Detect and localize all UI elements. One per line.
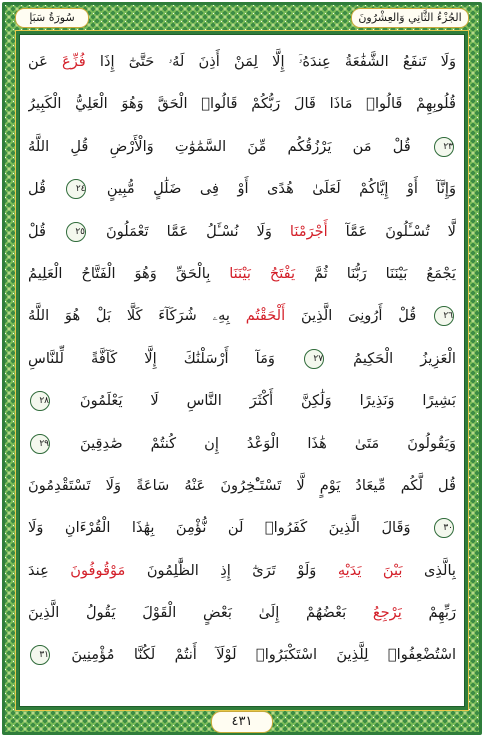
page-header (15, 6, 469, 28)
verse-line (28, 211, 456, 253)
ayah-number-marker: ٢٧ (304, 349, 324, 369)
verse-text: بِالَّذِى (402, 561, 456, 579)
verse-line (28, 295, 456, 337)
verse-line (28, 592, 456, 634)
juz-name: الجُزْءُ الثَّانِي وَالعِشْرُونَ (351, 8, 469, 28)
verse-text: قُل لَّكُم مِّيعَادُ يَوْمٍ لَّا تَسْتَـْٔخِرُونَ عَنْهُ سَاعَةً وَلَا تَسْتَقْدِمُونَ (28, 476, 456, 494)
verse-text: بَشِيرًا وَنَذِيرًا وَلَٰكِنَّ أَكْثَرَ النَّاسِ لَا يَعْلَمُونَ (52, 392, 456, 410)
verse-text: وَيَقُولُونَ مَتَىٰ هَٰذَا الْوَعْدُ إِن كُنتُمْ صَٰدِقِينَ (52, 434, 456, 452)
tajweed-highlighted-word: يَفْتَحُ بَيْنَنَا (229, 264, 296, 282)
verse-text: عِندَ (28, 561, 71, 579)
tajweed-highlighted-word: بَيْنَ يَدَيْهِ (337, 561, 403, 579)
verse-text: اسْتُضْعِفُوا۟ لِلَّذِينَ اسْتَكْبَرُوا۟ لَوْلَآ أَنتُمْ لَكُنَّا مُؤْمِنِينَ (52, 646, 456, 664)
tajweed-highlighted-word: يَرْجِعُ (372, 604, 402, 622)
tajweed-highlighted-word: فُزِّعَ (62, 53, 86, 70)
verse-line (28, 507, 456, 549)
verse-text: قُلْ أَرُونِىَ الَّذِينَ (285, 307, 433, 325)
verse-line (28, 465, 456, 507)
verse-line (28, 253, 456, 295)
verse-line (28, 41, 456, 83)
tajweed-highlighted-word: أَجْرَمْنَا (289, 222, 328, 240)
verse-text: بَعْضُهُمْ إِلَىٰ بَعْضٍ الْقَوْلَ يَقُولُ الَّذِينَ (28, 604, 373, 622)
verse-text: بِالْحَقِّ وَهُوَ الْفَتَّاحُ الْعَلِيمُ (28, 264, 230, 282)
tajweed-highlighted-word: مَوْقُوفُونَ (70, 561, 126, 579)
verse-text: وَلَوْ تَرَىٰٓ إِذِ الظَّٰلِمُونَ (125, 561, 338, 579)
verse-line (28, 634, 456, 676)
verse-lines (28, 41, 456, 677)
verse-text: وَقَالَ الَّذِينَ كَفَرُوا۟ لَن نُّؤْمِنَ بِهَٰذَا الْقُرْءَانِ وَلَا (28, 519, 432, 537)
ayah-number-marker: ٢٦ (434, 306, 454, 326)
verse-text: وَمَآ أَرْسَلْنَٰكَ إِلَّا كَآفَّةً لِّلنَّاسِ (28, 349, 303, 367)
verse-line (28, 168, 456, 210)
ayah-number-marker: ٢٥ (66, 222, 86, 242)
verse-text: بِهِۦ شُرَكَآءَ كَلَّا بَلْ هُوَ اللَّهُ (28, 307, 246, 325)
verse-text: يَجْمَعُ بَيْنَنَا رَبُّنَا ثُمَّ (295, 264, 456, 282)
verse-text: الْعَزِيزُ الْحَكِيمُ (326, 349, 456, 367)
ayah-number-marker: ٣١ (30, 645, 50, 665)
verse-text: وَإِنَّآ أَوْ إِيَّاكُمْ لَعَلَىٰ هُدًى أَوْ فِى ضَلَٰلٍ مُّبِينٍ (88, 180, 456, 198)
ayah-number-marker: ٢٤ (66, 179, 86, 199)
verse-text: لَّا تُسْـَٔلُونَ عَمَّآ (327, 222, 456, 240)
verse-line (28, 380, 456, 422)
verse-text: قُلْ (28, 222, 65, 240)
ayah-number-marker: ٢٩ (30, 434, 50, 454)
ayah-number-marker: ٢٣ (434, 137, 454, 157)
verse-text: عَن (28, 53, 62, 70)
verse-text: رَبِّهِمْ (401, 604, 456, 622)
verse-line (28, 550, 456, 592)
page-number: ٤٣١ (211, 711, 273, 733)
surah-name: سُورَةُ سَبَإ (15, 8, 89, 28)
tajweed-highlighted-word: أَلْحَقْتُم (245, 307, 286, 325)
verse-text: قُلْ مَن يَرْزُقُكُم مِّنَ السَّمَٰوَٰتِ وَالْأَرْضِ قُلِ اللَّهُ (28, 137, 432, 155)
verse-line (28, 83, 456, 125)
verse-text: وَلَا نُسْـَٔلُ عَمَّا تَعْمَلُونَ (88, 222, 290, 240)
verse-line (28, 126, 456, 168)
verse-text: وَلَا تَنفَعُ الشَّفَٰعَةُ عِندَهُۥٓ إِلَّا لِمَنْ أَذِنَ لَهُۥ حَتَّىٰٓ إِذَا (85, 53, 456, 70)
ayah-number-marker: ٣٠ (434, 518, 454, 538)
text-area (19, 34, 465, 707)
ayah-number-marker: ٢٨ (30, 391, 50, 411)
verse-text: قُل (28, 180, 65, 198)
verse-text: قُلُوبِهِمْ قَالُوا۟ مَاذَا قَالَ رَبُّكُمْ قَالُوا۟ الْحَقَّ وَهُوَ الْعَلِيُّ الْكَبِيرُ (28, 95, 456, 113)
verse-line (28, 338, 456, 380)
verse-line (28, 423, 456, 465)
